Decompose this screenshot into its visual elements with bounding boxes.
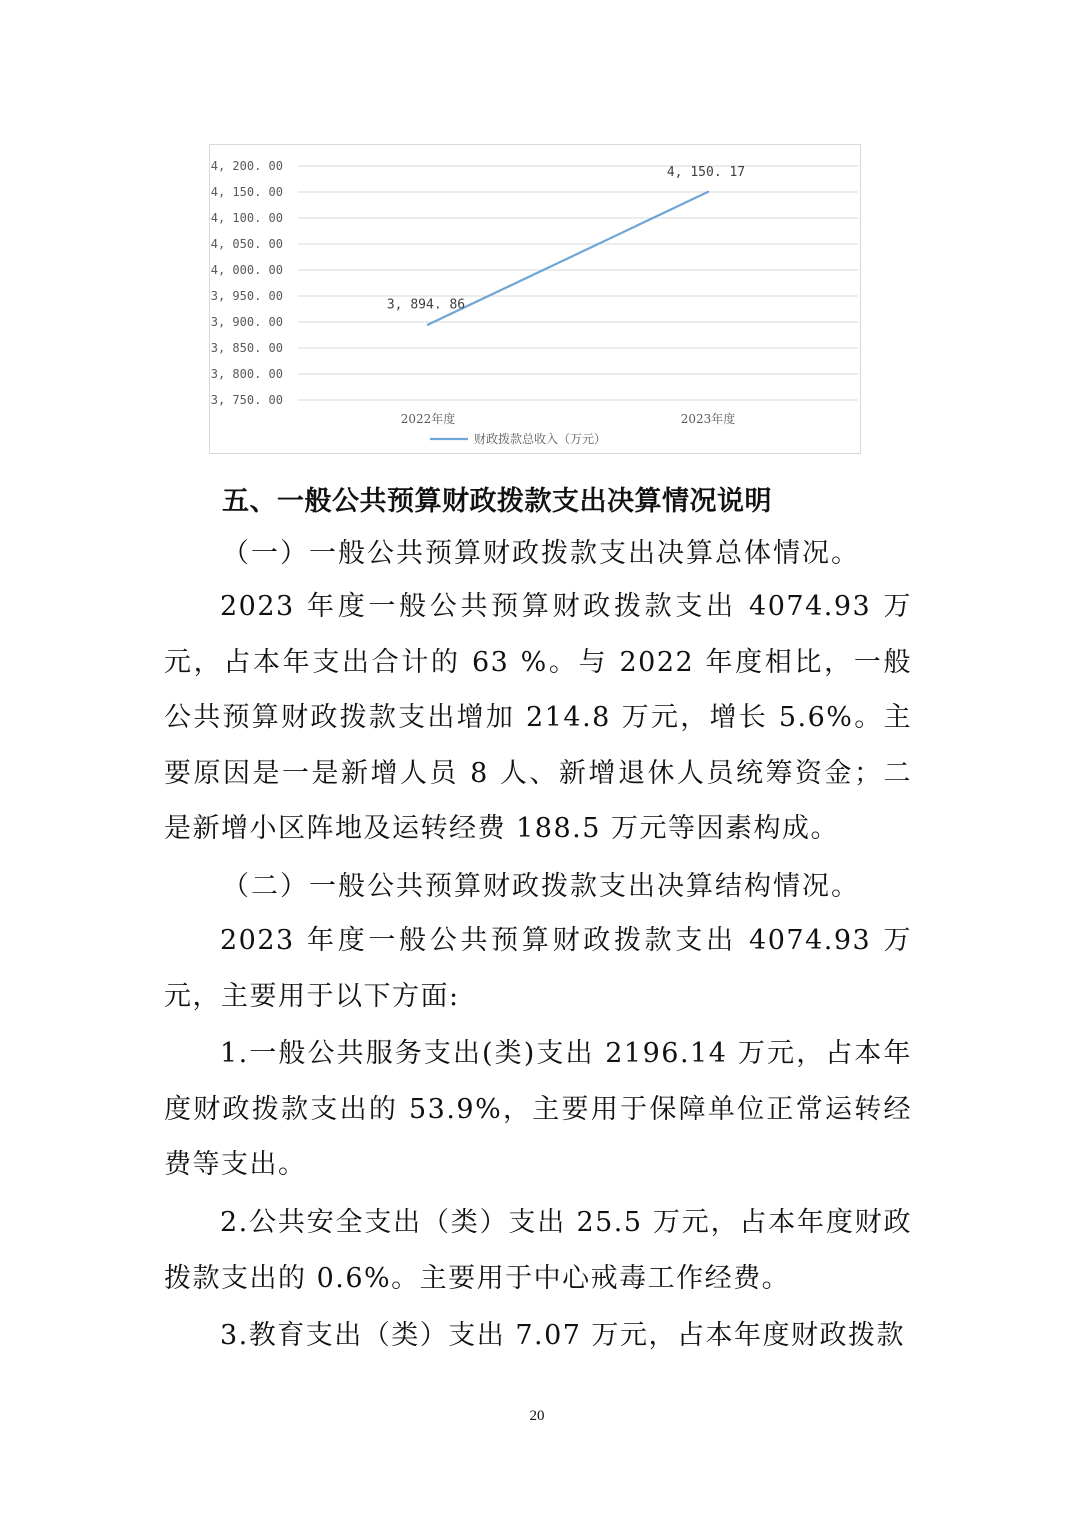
data-label: 4, 150. 17	[666, 164, 746, 180]
y-tick-label: 3, 800. 00	[210, 367, 283, 381]
data-point	[427, 323, 429, 325]
y-tick-label: 3, 950. 00	[210, 289, 283, 303]
y-tick-label: 4, 100. 00	[210, 211, 283, 225]
data-label: 3, 894. 86	[386, 297, 466, 313]
paragraph-item-3: 3.教育支出（类）支出 7.07 万元，占本年度财政拨款	[220, 1320, 906, 1351]
x-tick-label: 2023年度	[680, 412, 736, 426]
y-tick-label: 4, 200. 00	[210, 159, 283, 173]
legend-label: 财政拨款总收入（万元）	[474, 432, 607, 446]
y-tick-label: 4, 050. 00	[210, 237, 283, 251]
page-number: 20	[529, 1408, 545, 1424]
paragraph-overall: 2023 年度一般公共预算财政拨款支出 4074.93 万元，占本年支出合计的 63 %。与 2022 年度相比，一般公共预算财政拨款支出增加 214.8 万元，增长 5.6%。主要原因是一是新增人员 8 人、新增退休人员统筹资金；二是新增小区阵地及运转经费 188.5 万元等因素构成。	[164, 591, 912, 845]
subsection-heading-1: （一）一般公共预算财政拨款支出决算总体情况。	[222, 538, 860, 569]
y-tick-label: 4, 150. 00	[210, 185, 283, 199]
y-tick-label: 3, 750. 00	[210, 393, 283, 407]
y-tick-label: 4, 000. 00	[210, 263, 283, 277]
x-tick-label: 2022年度	[400, 412, 456, 426]
paragraph-item-2: 2.公共安全支出（类）支出 25.5 万元，占本年度财政拨款支出的 0.6%。主要用于中心戒毒工作经费。	[164, 1207, 912, 1294]
paragraph-item-1: 1.一般公共服务支出(类)支出 2196.14 万元，占本年度财政拨款支出的 53.9%，主要用于保障单位正常运转经费等支出。	[164, 1038, 912, 1181]
subsection-heading-2: （二）一般公共预算财政拨款支出决算结构情况。	[222, 871, 860, 902]
income-line-chart	[209, 144, 861, 454]
y-tick-label: 3, 900. 00	[210, 315, 283, 329]
data-point	[707, 191, 709, 193]
section-heading: 五、一般公共预算财政拨款支出决算情况说明	[222, 486, 772, 517]
y-tick-label: 3, 850. 00	[210, 341, 283, 355]
series-line	[428, 192, 708, 325]
paragraph-structure: 2023 年度一般公共预算财政拨款支出 4074.93 万元，主要用于以下方面:	[164, 925, 912, 1012]
chart-canvas	[210, 145, 862, 455]
